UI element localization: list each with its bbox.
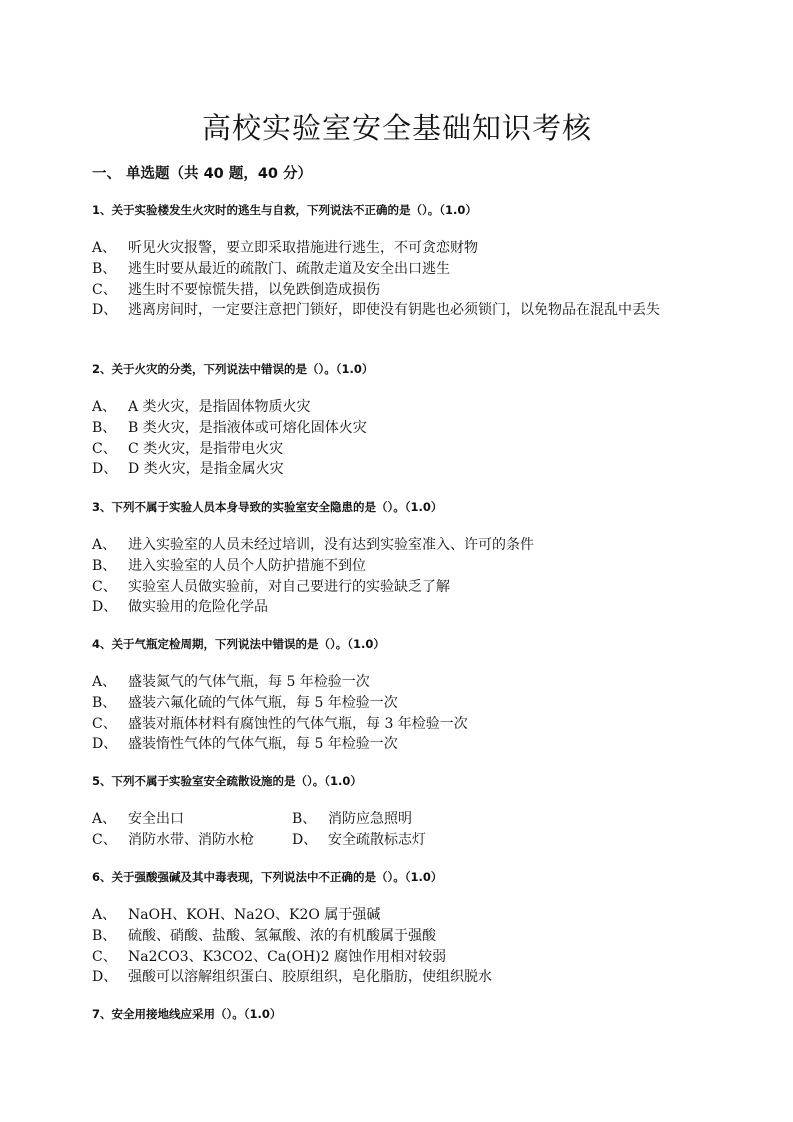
option-a[interactable]: A、 A 类火灾，是指固体物质火灾 bbox=[92, 399, 311, 415]
question-stem: 6、关于强酸强碱及其中毒表现，下列说法中不正确的是（）。（1.0） bbox=[92, 870, 443, 884]
question-stem: 5、下列不属于实验室安全疏散设施的是（）。（1.0） bbox=[92, 774, 362, 788]
option-a[interactable]: A、 安全出口 bbox=[92, 811, 184, 827]
option-b[interactable]: B、 硫酸、硝酸、盐酸、氢氟酸、浓的有机酸属于强酸 bbox=[92, 927, 436, 944]
option-c[interactable]: C、 C 类火灾，是指带电火灾 bbox=[92, 440, 284, 457]
question-7 bbox=[92, 1004, 712, 1024]
question-stem: 3、下列不属于实验人员本身导致的实验室安全隐患的是（）。（1.0） bbox=[92, 500, 443, 514]
question-5 bbox=[92, 771, 712, 851]
option-d[interactable]: D、 强酸可以溶解组织蛋白、胶原组织，皂化脂肪，使组织脱水 bbox=[92, 969, 492, 986]
question-2 bbox=[92, 359, 712, 480]
question-3 bbox=[92, 497, 712, 618]
option-a[interactable]: A、 盛装氮气的气体气瓶，每 5 年检验一次 bbox=[92, 674, 370, 690]
option-b[interactable]: B、 盛装六氟化硫的气体气瓶，每 5 年检验一次 bbox=[92, 694, 398, 711]
option-c[interactable]: C、 逃生时不要惊慌失措，以免跌倒造成损伤 bbox=[92, 281, 380, 298]
question-6 bbox=[92, 867, 712, 988]
option-d[interactable]: D、 D 类火灾，是指金属火灾 bbox=[92, 461, 284, 478]
option-c[interactable]: C、 盛装对瓶体材料有腐蚀性的气体气瓶，每 3 年检验一次 bbox=[92, 715, 468, 732]
question-1 bbox=[92, 200, 712, 321]
option-d[interactable]: D、 做实验用的危险化学品 bbox=[92, 599, 268, 616]
option-b[interactable]: B、 消防应急照明 bbox=[292, 811, 412, 827]
option-d[interactable]: D、 盛装惰性气体的气体气瓶，每 5 年检验一次 bbox=[92, 736, 398, 753]
question-4 bbox=[92, 634, 712, 755]
page-title: 高校实验室安全基础知识考核 bbox=[201, 111, 592, 145]
option-a[interactable]: A、 NaOH、KOH、Na2O、K2O 属于强碱 bbox=[92, 907, 381, 923]
option-a[interactable]: A、 进入实验室的人员未经过培训，没有达到实验室准入、许可的条件 bbox=[92, 537, 534, 553]
option-b[interactable]: B、 进入实验室的人员个人防护措施不到位 bbox=[92, 557, 366, 574]
question-stem: 4、关于气瓶定检周期，下列说法中错误的是（）。（1.0） bbox=[92, 637, 385, 651]
option-d[interactable]: D、 安全疏散标志灯 bbox=[292, 831, 426, 848]
option-b[interactable]: B、 B 类火灾，是指液体或可熔化固体火灾 bbox=[92, 419, 367, 436]
question-stem: 1、关于实验楼发生火灾时的逃生与自救，下列说法不正确的是（）。（1.0） bbox=[92, 203, 477, 217]
option-c[interactable]: C、 消防水带、消防水枪 bbox=[92, 831, 254, 848]
option-b[interactable]: B、 逃生时要从最近的疏散门、疏散走道及安全出口逃生 bbox=[92, 260, 450, 277]
option-d[interactable]: D、 逃离房间时，一定要注意把门锁好，即使没有钥匙也必须锁门，以免物品在混乱中丢失 bbox=[92, 302, 660, 319]
option-c[interactable]: C、 实验室人员做实验前，对自己要进行的实验缺乏了解 bbox=[92, 578, 450, 595]
section-heading: 一、 单选题（共 40 题，40 分） bbox=[92, 166, 313, 182]
option-c[interactable]: C、 Na2CO3、K3CO2、Ca(OH)2 腐蚀作用相对较弱 bbox=[92, 948, 447, 965]
question-stem: 2、关于火灾的分类，下列说法中错误的是（）。（1.0） bbox=[92, 362, 374, 376]
option-a[interactable]: A、 听见火灾报警，要立即采取措施进行逃生，不可贪恋财物 bbox=[92, 240, 478, 256]
question-stem: 7、安全用接地线应采用（）。（1.0） bbox=[92, 1007, 282, 1021]
